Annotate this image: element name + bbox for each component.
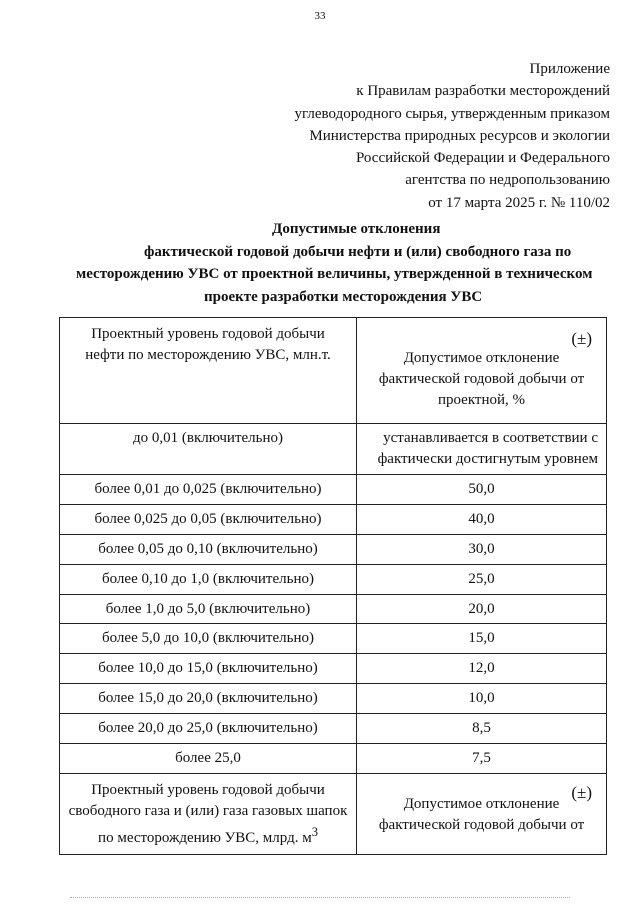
title-line: фактической годовой добычи нефти и (или) свободного газа по [144, 243, 572, 260]
header-cell-deviation [357, 318, 607, 424]
appendix-line: к Правилам разработки месторождений [356, 83, 610, 100]
page-number: 33 [314, 10, 326, 22]
table-row [60, 594, 607, 624]
table-row [60, 424, 607, 475]
header-cell-gas-deviation [357, 773, 607, 854]
table-row [60, 534, 607, 564]
table-row [60, 684, 607, 714]
value-cell: 30,0 [357, 534, 607, 564]
value-cell: 7,5 [357, 744, 607, 774]
value-cell: 8,5 [357, 714, 607, 744]
value-cell: 20,0 [357, 594, 607, 624]
range-cell: более 0,01 до 0,025 (включительно) [60, 475, 357, 505]
table-row [60, 714, 607, 744]
table-header-row-gas [60, 773, 607, 854]
table-row [60, 504, 607, 534]
range-cell: более 5,0 до 10,0 (включительно) [60, 624, 357, 654]
range-cell: более 1,0 до 5,0 (включительно) [60, 594, 357, 624]
range-cell: более 0,025 до 0,05 (включительно) [60, 504, 357, 534]
range-cell: более 0,05 до 0,10 (включительно) [60, 534, 357, 564]
header-cell-gas-project-level [60, 773, 357, 854]
value-cell: 12,0 [357, 654, 607, 684]
range-cell: более 10,0 до 15,0 (включительно) [60, 654, 357, 684]
appendix-line: от 17 марта 2025 г. № 110/02 [428, 194, 610, 211]
table-row [60, 654, 607, 684]
table-row [60, 475, 607, 505]
appendix-line: агентства по недропользованию [405, 172, 610, 189]
table-row [60, 624, 607, 654]
document-title [50, 218, 630, 308]
header-deviation-text: Допустимое отклонение фактической годовой добычи от проектной, % [378, 350, 585, 408]
value-cell: 50,0 [357, 475, 607, 505]
appendix-line: Приложение [529, 61, 610, 77]
range-cell: более 15,0 до 20,0 (включительно) [60, 684, 357, 714]
header-gas-text: Проектный уровень годовой добычи свободного газа и (или) газа газовых шапок по месторождению УВС, млрд. м [68, 781, 348, 846]
range-cell: более 0,10 до 1,0 (включительно) [60, 564, 357, 594]
header-gas-deviation-text: Допустимое отклонение фактической годовой добычи от [378, 795, 585, 833]
deviation-table [59, 317, 607, 855]
value-cell: 10,0 [357, 684, 607, 714]
value-cell: 40,0 [357, 504, 607, 534]
plus-minus-symbol: (±) [571, 782, 592, 802]
header-cell-project-level: Проектный уровень годовой добычи нефти по месторождению УВС, млн.т. [60, 318, 357, 424]
plus-minus-symbol: (±) [571, 329, 592, 348]
table-row [60, 744, 607, 774]
value-cell: 15,0 [357, 624, 607, 654]
title-line: месторождению УВС от проектной величины, утвержденной в техническом [76, 266, 593, 282]
title-line: проекте разработки месторождения УВС [204, 288, 483, 305]
appendix-block [250, 58, 610, 214]
title-line: Допустимые отклонения [272, 221, 441, 237]
table-row [60, 564, 607, 594]
value-cell: 25,0 [357, 564, 607, 594]
value-cell: устанавливается в соответствии с фактически достигнутым уровнем [357, 424, 607, 475]
appendix-line: углеводородного сырья, утвержденным приказом [294, 105, 610, 122]
range-cell: до 0,01 (включительно) [60, 424, 357, 475]
table-header-row [60, 318, 607, 424]
page-edge-artifact [70, 897, 570, 898]
appendix-line: Российской Федерации и Федерального [355, 150, 610, 167]
range-cell: более 20,0 до 25,0 (включительно) [60, 714, 357, 744]
range-cell: более 25,0 [60, 744, 357, 774]
superscript-3: 3 [311, 824, 318, 839]
appendix-line: Министерства природных ресурсов и экологии [309, 127, 610, 144]
